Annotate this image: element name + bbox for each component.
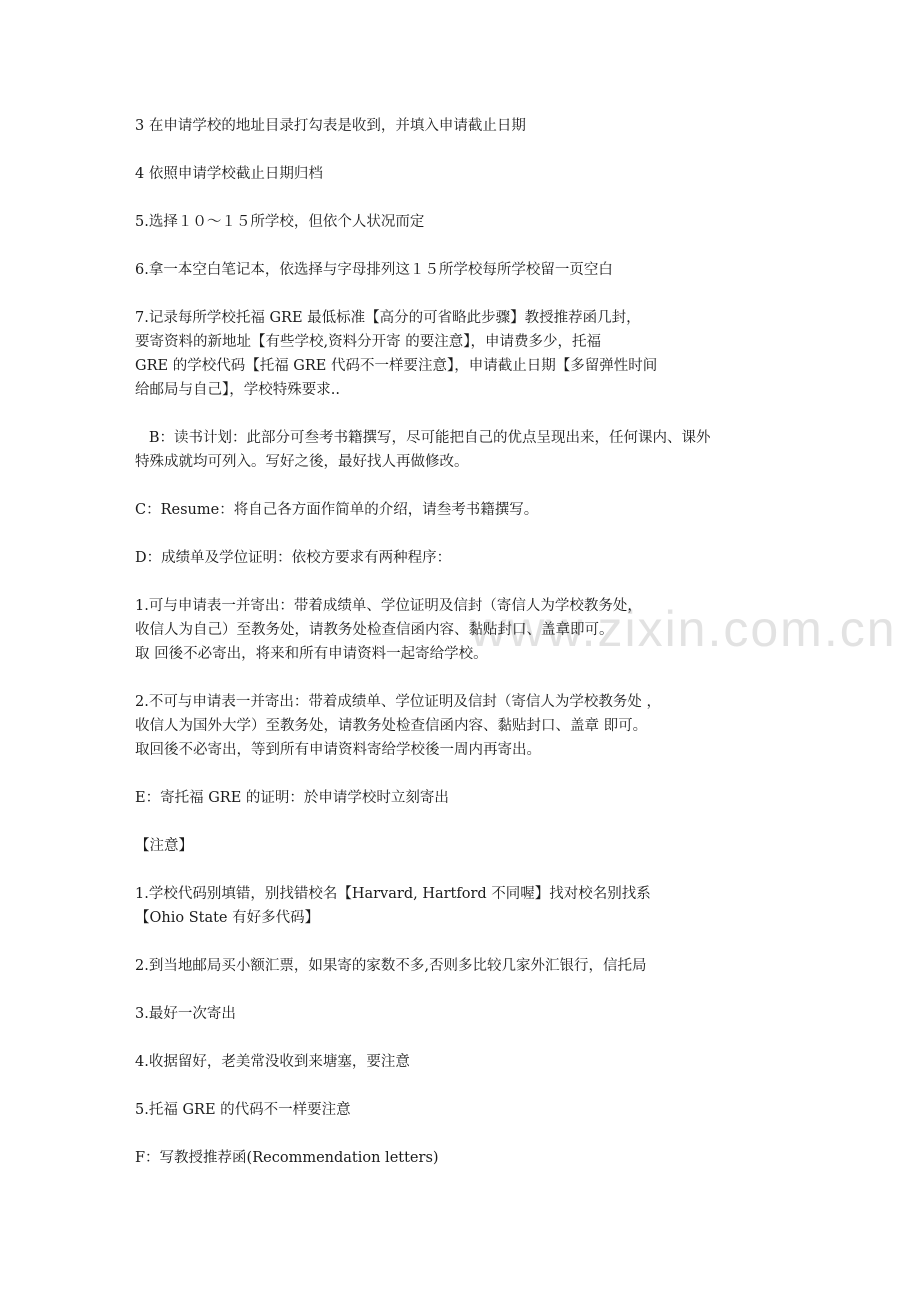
text-line: E：寄托福 GRE 的证明：於申请学校时立刻寄出 bbox=[135, 790, 449, 806]
paragraph-f-recommendation bbox=[135, 1146, 795, 1170]
text-line: 4 依照申请学校截止日期归档 bbox=[135, 166, 323, 182]
text-line: 3 在申请学校的地址目录打勾表是收到，并填入申请截止日期 bbox=[135, 118, 526, 134]
text-line: 给邮局与自己】，学校特殊要求.. bbox=[135, 382, 340, 398]
text-line: 取回後不必寄出，等到所有申请资料寄给学校後一周内再寄出。 bbox=[135, 742, 541, 758]
notice-4 bbox=[135, 1050, 795, 1074]
paragraph-d1 bbox=[135, 594, 795, 666]
text-line: 【注意】 bbox=[135, 838, 193, 854]
text-line: 3.最好一次寄出 bbox=[135, 1006, 236, 1022]
paragraph-6 bbox=[135, 258, 795, 282]
paragraph-c-resume bbox=[135, 498, 795, 522]
text-line: 1.学校代码别填错，别找错校名【Harvard, Hartford 不同喔】找对校名别找系 bbox=[135, 886, 651, 902]
paragraph-e-scores bbox=[135, 786, 795, 810]
text-line: GRE 的学校代码【托福 GRE 代码不一样要注意】，申请截止日期【多留弹性时间 bbox=[135, 358, 658, 374]
notice-3 bbox=[135, 1002, 795, 1026]
text-line: 1.可与申请表一并寄出：带着成绩单、学位证明及信封（寄信人为学校教务处， bbox=[135, 598, 642, 614]
text-line: D：成绩单及学位证明：依校方要求有两种程序： bbox=[135, 550, 452, 566]
paragraph-d2 bbox=[135, 690, 795, 762]
text-line: 5.托福 GRE 的代码不一样要注意 bbox=[135, 1102, 351, 1118]
paragraph-4 bbox=[135, 162, 795, 186]
text-line: F：写教授推荐函(Recommendation letters) bbox=[135, 1150, 439, 1166]
text-line: 要寄资料的新地址【有些学校,资料分开寄 的要注意】，申请费多少，托福 bbox=[135, 334, 601, 350]
text-line: 取 回後不必寄出，将来和所有申请资料一起寄给学校。 bbox=[135, 646, 488, 662]
paragraph-d-transcripts bbox=[135, 546, 795, 570]
notice-5 bbox=[135, 1098, 795, 1122]
text-line: 2.到当地邮局买小额汇票，如果寄的家数不多,否则多比较几家外汇银行，信托局 bbox=[135, 958, 647, 974]
notice-1 bbox=[135, 882, 795, 930]
text-line: 6.拿一本空白笔记本，依选择与字母排列这１５所学校每所学校留一页空白 bbox=[135, 262, 613, 278]
document-body bbox=[135, 114, 795, 1194]
paragraph-5 bbox=[135, 210, 795, 234]
notice-2 bbox=[135, 954, 795, 978]
text-line: 收信人为自己）至教务处，请教务处检查信函内容、黏贴封口、盖章即可。 bbox=[135, 622, 614, 638]
notice-heading bbox=[135, 834, 795, 858]
text-line: 5.选择１０～１５所学校，但依个人状况而定 bbox=[135, 214, 425, 230]
text-line: 特殊成就均可列入。写好之後，最好找人再做修改。 bbox=[135, 454, 469, 470]
text-line: 4.收据留好，老美常没收到来塘塞，要注意 bbox=[135, 1054, 410, 1070]
text-line: C：Resume：将自己各方面作简单的介绍，请叁考书籍撰写。 bbox=[135, 502, 539, 518]
paragraph-7 bbox=[135, 306, 795, 402]
text-line: B：读书计划：此部分可叁考书籍撰写，尽可能把自己的优点呈现出来，任何课内、课外 bbox=[135, 430, 711, 446]
text-line: 7.记录每所学校托福 GRE 最低标准【高分的可省略此步骤】教授推荐函几封， bbox=[135, 310, 641, 326]
text-line: 收信人为国外大学）至教务处，请教务处检查信函内容、黏贴封口、盖章 即可。 bbox=[135, 718, 648, 734]
paragraph-b-study-plan bbox=[135, 426, 795, 474]
text-line: 【Ohio State 有好多代码】 bbox=[135, 910, 320, 926]
paragraph-3 bbox=[135, 114, 795, 138]
watermark: www.zixin.com.cn bbox=[470, 601, 897, 657]
text-line: 2.不可与申请表一并寄出：带着成绩单、学位证明及信封（寄信人为学校教务处 ， bbox=[135, 694, 661, 710]
